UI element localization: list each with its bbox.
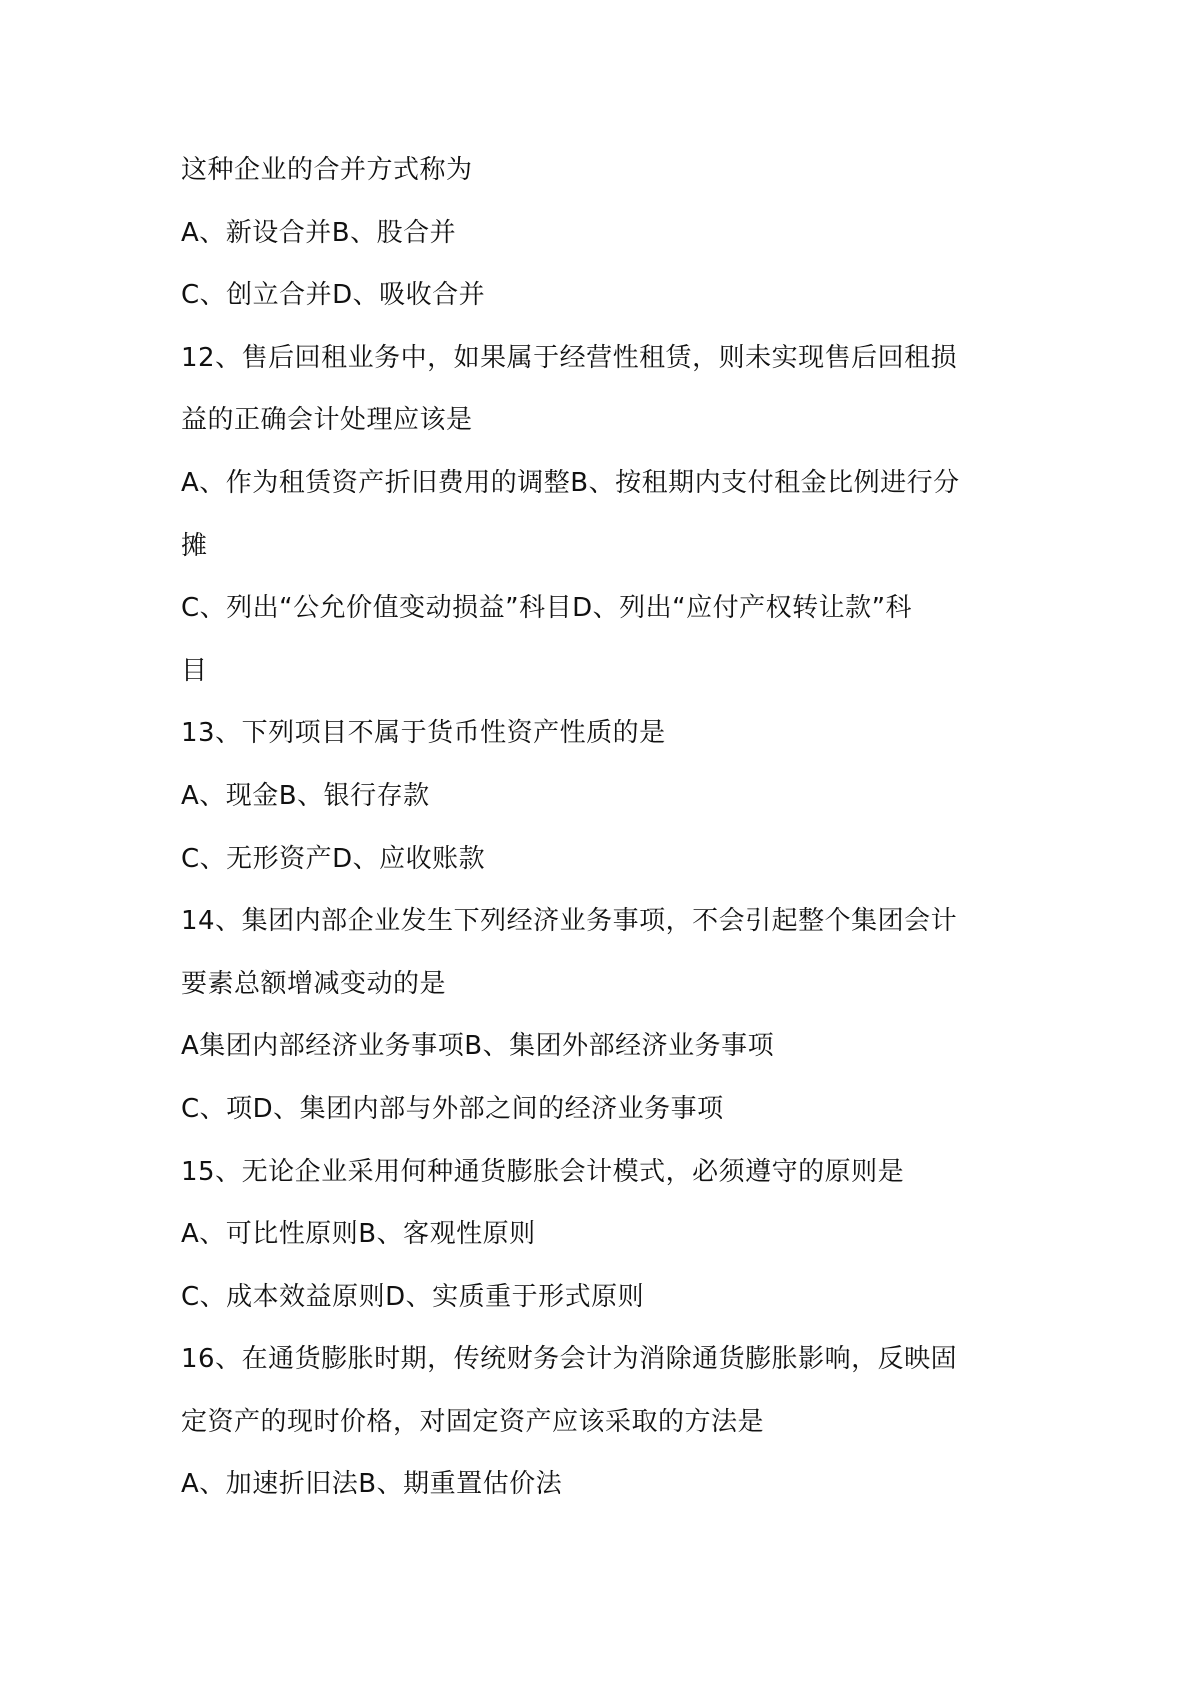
text-line: 目 [181, 655, 208, 686]
text-line: C、项D、集团内部与外部之间的经济业务事项 [181, 1093, 724, 1124]
text-line: 定资产的现时价格，对固定资产应该采取的方法是 [181, 1406, 765, 1437]
text-line: C、创立合并D、吸收合并 [181, 280, 486, 311]
text-line: A、新设合并B、股合并 [181, 217, 457, 248]
text-line: A、作为租赁资产折旧费用的调整B、按租期内支付租金比例进行分 [181, 467, 960, 498]
text-line: A、可比性原则B、客观性原则 [181, 1219, 536, 1250]
text-line: 这种企业的合并方式称为 [181, 155, 473, 185]
question-14-line: 14、集团内部企业发生下列经济业务事项，不会引起整个集团会计 [181, 906, 958, 937]
question-13-line: 13、下列项目不属于货币性资产性质的是 [181, 718, 666, 749]
text-line: A、加速折旧法B、期重置估价法 [181, 1469, 563, 1500]
question-16-line: 16、在通货膨胀时期，传统财务会计为消除通货膨胀影响，反映固 [181, 1344, 958, 1375]
text-line: C、成本效益原则D、实质重于形式原则 [181, 1281, 645, 1312]
text-line: 益的正确会计处理应该是 [181, 405, 473, 436]
text-line: C、列出“公允价值变动损益”科目D、列出“应付产权转让款”科 [181, 593, 913, 624]
text-line: 摊 [181, 530, 208, 561]
document-body [181, 139, 1021, 1516]
text-line: A、现金B、银行存款 [181, 780, 430, 811]
question-15-line: 15、无论企业采用何种通货膨胀会计模式，必须遵守的原则是 [181, 1156, 905, 1187]
text-line: 要素总额增减变动的是 [181, 968, 447, 999]
text-line: C、无形资产D、应收账款 [181, 843, 486, 874]
text-line: A集团内部经济业务事项B、集团外部经济业务事项 [181, 1031, 775, 1062]
question-12-line: 12、售后回租业务中，如果属于经营性租赁，则未实现售后回租损 [181, 342, 958, 373]
